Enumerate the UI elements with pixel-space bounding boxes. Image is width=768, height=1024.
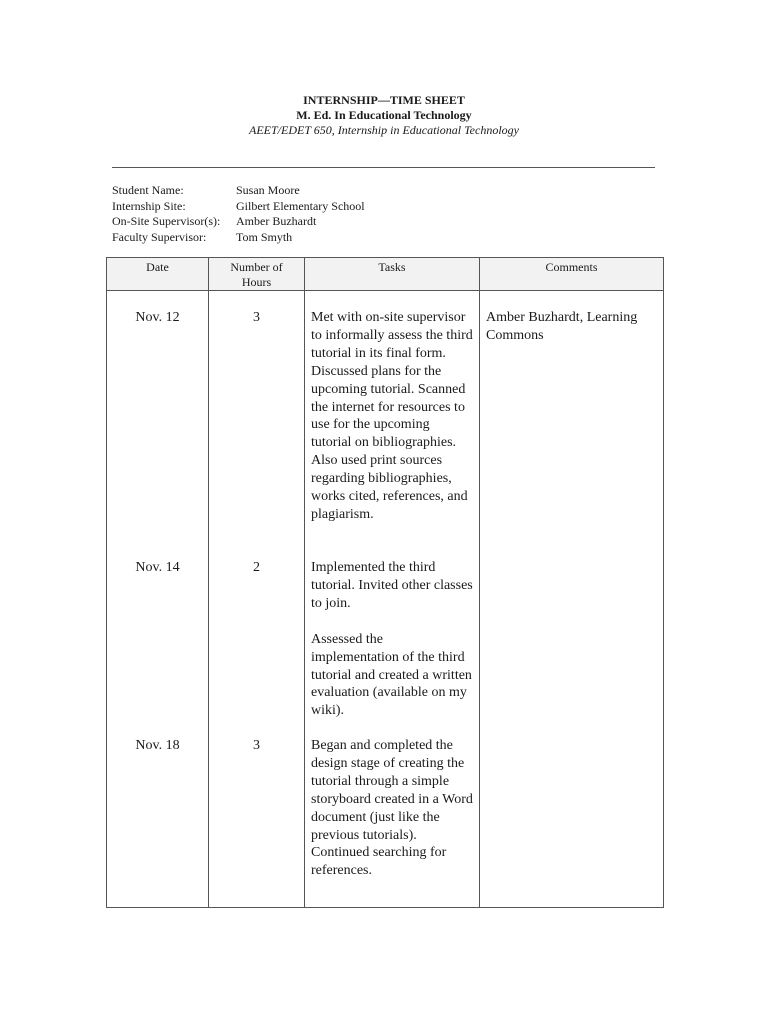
row-hours: 2: [253, 560, 260, 575]
row-tasks-continued: Continued searching for references.: [311, 845, 447, 879]
comments-column: [480, 291, 664, 908]
info-row-faculty-supervisor: [112, 230, 365, 246]
table-body-row: [107, 291, 664, 908]
info-value: Amber Buzhardt: [236, 214, 317, 228]
column-header-date: Date: [107, 258, 209, 291]
row-tasks-continued: Assessed the implementation of the third tutorial and created a written evaluation (available on my wiki).: [311, 631, 472, 719]
date-column: [107, 291, 209, 908]
info-row-student: [112, 183, 365, 199]
student-info-block: [112, 183, 365, 245]
info-label: Internship Site:: [112, 198, 186, 213]
row-tasks: Began and completed the design stage of creating the tutorial through a simple storyboard created in a Word document (just like the previous tutorials).: [311, 738, 473, 843]
info-row-onsite-supervisor: [112, 214, 365, 230]
paragraph-gap: [311, 613, 473, 631]
course-title: AEET/EDET 650, Internship in Educational Technology: [249, 123, 519, 137]
table-header-row: [107, 258, 664, 291]
hours-header-line1: Number of: [230, 260, 283, 274]
info-value: Gilbert Elementary School: [236, 198, 365, 213]
tasks-column: [305, 291, 480, 908]
document-title: INTERNSHIP—TIME SHEET: [303, 93, 465, 107]
row-tasks: Met with on-site supervisor to informally assess the third tutorial in its final form. Discussed plans for the upcoming tutorial. Scanned the internet for resources to use for the upcoming tutorial on bibliographies. Also used print sources regarding bibliographies, works cited, references, and plagiarism.: [311, 310, 473, 522]
row-tasks-group: [311, 559, 473, 737]
row-tasks-group: [311, 737, 473, 907]
info-value: Tom Smyth: [236, 229, 293, 244]
column-header-comments: Comments: [480, 258, 664, 291]
info-label: On-Site Supervisor(s):: [112, 214, 221, 228]
row-date: Nov. 12: [135, 310, 180, 325]
column-header-hours: [209, 258, 305, 291]
row-hours: 3: [253, 738, 260, 753]
row-comments: [486, 737, 657, 907]
row-comments: Amber Buzhardt, Learning Commons: [486, 310, 638, 343]
info-label: Faculty Supervisor:: [112, 229, 207, 244]
info-label: Student Name:: [112, 183, 184, 197]
divider-line: [112, 167, 655, 168]
info-value: Susan Moore: [236, 183, 300, 197]
row-hours: 3: [253, 310, 260, 325]
time-sheet-table: [106, 257, 664, 908]
row-date: Nov. 14: [135, 560, 180, 575]
program-title: M. Ed. In Educational Technology: [296, 108, 472, 122]
row-tasks: Implemented the third tutorial. Invited other classes to join.: [311, 560, 473, 611]
hours-header-line2: Hours: [241, 275, 272, 289]
info-row-site: [112, 199, 365, 215]
hours-column: [209, 291, 305, 908]
row-comments: [486, 559, 657, 737]
row-date: Nov. 18: [135, 738, 180, 753]
column-header-tasks: Tasks: [305, 258, 480, 291]
